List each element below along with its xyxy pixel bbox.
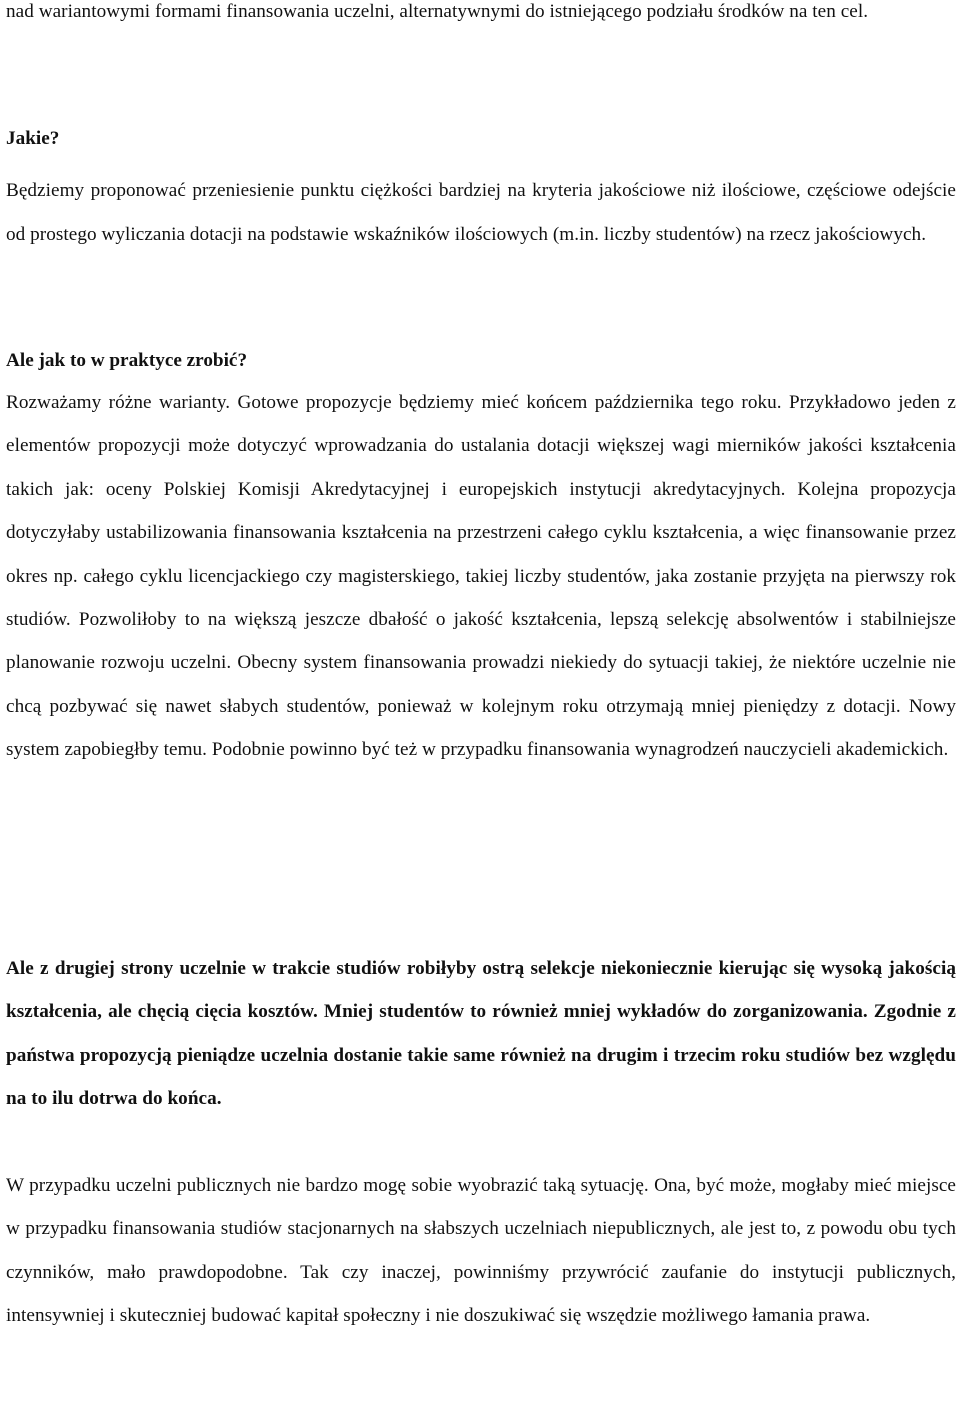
question-selekcja-paragraph: Ale z drugiej strony uczelnie w trakcie studiów robiłyby ostrą selekcje niekoniecznie kierując się wysoką jakością kształcenia, ale chęcią cięcia kosztów. Mniej studentów to również mniej wykładów do zorganizowania. Zgodnie z państwa propozycją pieniądze uczelnia dostanie takie same również na drugim i trzecim roku studiów bez względu na to ilu dotrwa do końca. (6, 958, 956, 1110)
answer-selekcja-paragraph: W przypadku uczelni publicznych nie bardzo mogę sobie wyobrazić taką sytuację. Ona, być może, mogłaby mieć miejsce w przypadku finansowania studiów stacjonarnych na słabszych uczelniach niepublicznych, ale jest to, z powodu obu tych czynników, mało prawdopodobne. Tak czy inaczej, powinniśmy przywrócić zaufanie do instytucji publicznych, intensywniej i skuteczniej budować kapitał społeczny i nie doszukiwać się wszędzie możliwego łamania prawa. (6, 1175, 956, 1327)
question-jak-w-praktyce: Ale jak to w praktyce zrobić? (6, 350, 248, 371)
answer-jakie-paragraph: Będziemy proponować przeniesienie punktu ciężkości bardziej na kryteria jakościowe niż ilościowe, częściowe odejście od prostego wyliczania dotacji na podstawie wskaźników ilościowych (m.in. liczby studentów) na rzecz jakościowych. (6, 180, 956, 245)
intro-continuation-paragraph: nad wariantowymi formami finansowania uczelni, alternatywnymi do istniejącego podziału środków na ten cel. (6, 1, 869, 22)
answer-jak-w-praktyce-paragraph: Rozważamy różne warianty. Gotowe propozycje będziemy mieć końcem października tego roku. Przykładowo jeden z elementów propozycji może dotyczyć wprowadzania do ustalania dotacji większej wagi mierników jakości kształcenia takich jak: oceny Polskiej Komisji Akredytacyjnej i europejskich instytucji akredytacyjnych. Kolejna propozycja dotyczyłaby ustabilizowania finansowania kształcenia na przestrzeni całego cyklu kształcenia, a więc finansowanie przez okres np. całego cyklu licencjackiego czy magisterskiego, takiej liczby studentów, jaka zostanie przyjęta na pierwszy rok studiów. Pozwoliłoby to na większą jeszcze dbałość o jakość kształcenia, lepszą selekcję absolwentów i stabilniejsze planowanie rozwoju uczelni. Obecny system finansowania prowadzi niekiedy do sytuacji takiej, że niektóre uczelnie nie chcą pozbywać się nawet słabych studentów, ponieważ w kolejnym roku otrzymają mniej pieniędzy z dotacji. Nowy system zapobiegłby temu. Podobnie powinno być też w przypadku finansowania wynagrodzeń nauczycieli akademickich. (6, 392, 956, 761)
question-jakie: Jakie? (6, 128, 60, 149)
